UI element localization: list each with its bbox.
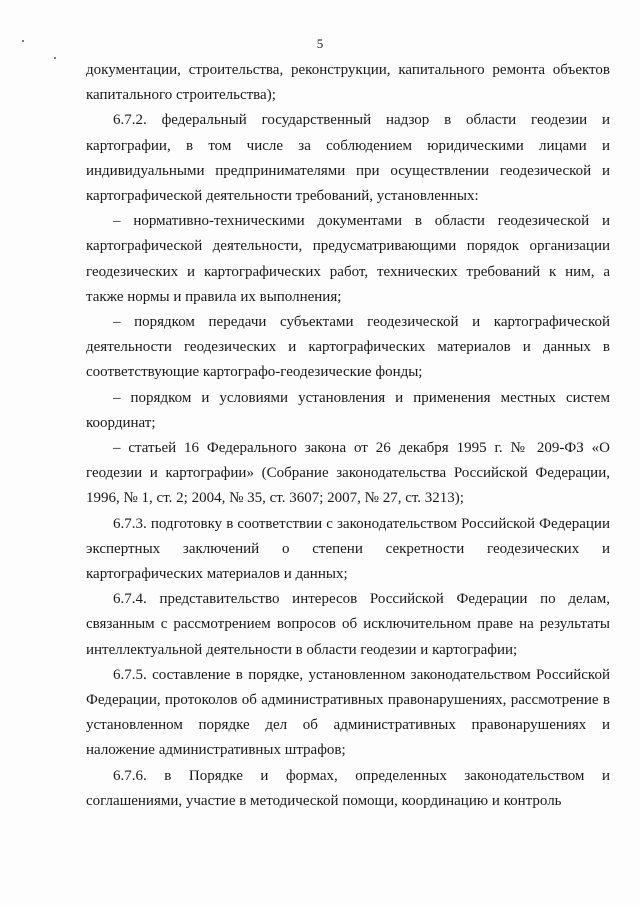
paragraph-dash-transfer-procedure: – порядком передачи субъектами геодезической и картографической деятельности геодезических и картографических материалов и данных в соответствующие картографо-геодезические фонды; [86,314,610,381]
paragraph-6-7-6: 6.7.6. в Порядке и формах, определенных законодательством и соглашениями, участие в методической помощи, координацию и контроль [86,767,610,809]
scan-speck [54,57,56,59]
paragraph-continuation: документации, строительства, реконструкции, капитального ремонта объектов капитального строительства); [86,62,610,104]
paragraph-6-7-3: 6.7.3. подготовку в соответствии с законодательством Российской Федерации экспертных заключений о степени секретности геодезических и картографических материалов и данных; [86,515,610,583]
paragraph-6-7-2: 6.7.2. федеральный государственный надзор в области геодезии и картографии, в том числе за соблюдением юридическими лицами и индивидуальными предпринимателями при осуществлении геодезической и картографической деятельности требований, установленных: [86,112,610,205]
page-number: 5 [316,36,324,51]
paragraph-dash-article-16: – статьей 16 Федерального закона от 26 декабря 1995 г. № 209-ФЗ «О геодезии и картографии» (Собрание законодательства Российской Федерации, 1996, № 1, ст. 2; 2004, № 35, ст. 3607; 2007, № 27, ст. 3213); [86,440,610,507]
paragraph-dash-normative-documents: – нормативно-техническими документами в области геодезической и картографической деятельности, предусматривающими порядок организации геодезических и картографических работ, технических требований к ним, а также нормы и правила их выполнения; [86,213,610,305]
document-body [86,58,610,814]
paragraph-6-7-4: 6.7.4. представительство интересов Российской Федерации по делам, связанным с рассмотрением вопросов об исключительном праве на результаты интеллектуальной деятельности в области геодезии и картографии; [86,591,610,658]
paragraph-dash-local-coordinates: – порядком и условиями установления и применения местных систем координат; [86,389,610,431]
paragraph-6-7-5: 6.7.5. составление в порядке, установленном законодательством Российской Федерации, протоколов об административных правонарушениях, рассмотрение в установленном порядке дел об административных правонарушениях и наложение административных штрафов; [86,666,610,759]
